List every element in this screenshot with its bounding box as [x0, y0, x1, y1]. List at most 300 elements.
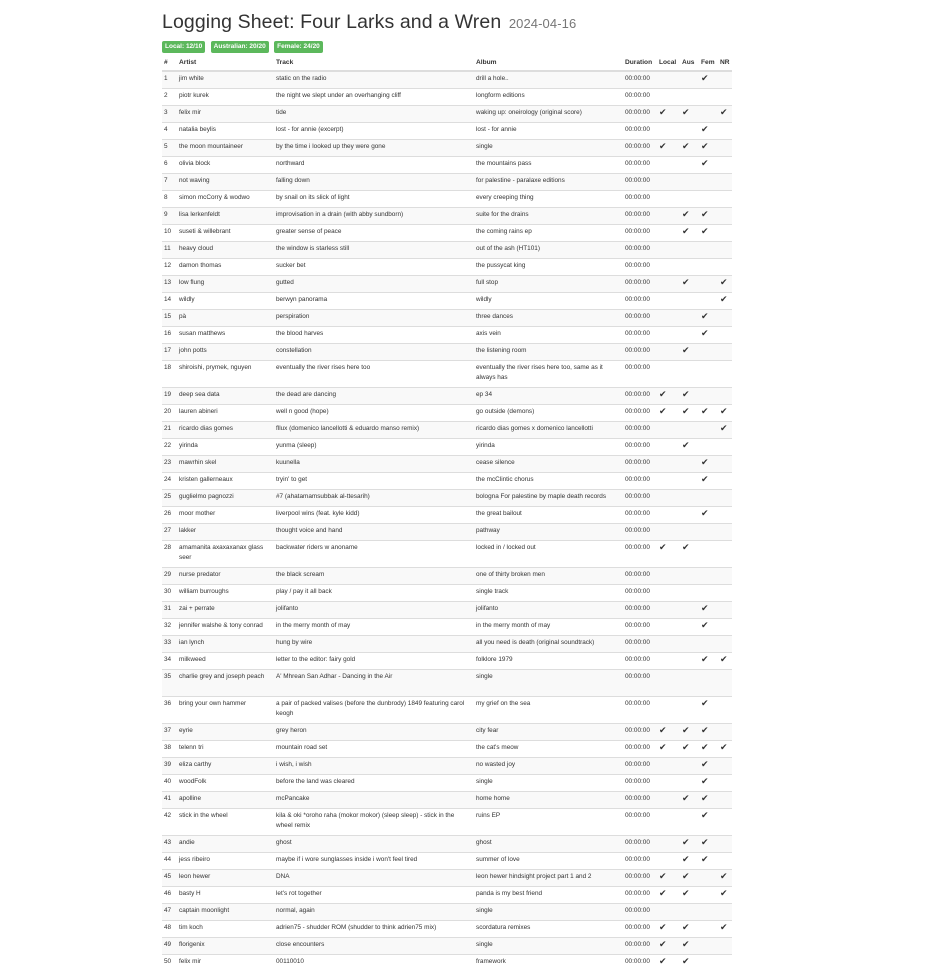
aus-cell [680, 174, 699, 191]
check-icon: ✔ [701, 474, 709, 484]
check-icon: ✔ [659, 742, 667, 752]
duration-cell: 00:00:00 [623, 904, 657, 921]
track-cell: northward [274, 157, 474, 174]
local-cell [657, 775, 680, 792]
artist-cell: captain moonlight [177, 904, 274, 921]
track-cell: letter to the editor: fairy gold [274, 653, 474, 670]
row-number: 27 [162, 524, 177, 541]
track-cell: grey heron [274, 724, 474, 741]
table-row [162, 456, 732, 473]
table-row [162, 473, 732, 490]
local-cell [657, 456, 680, 473]
badge-local: Local: 12/10 [162, 41, 205, 53]
duration-cell: 00:00:00 [623, 921, 657, 938]
check-icon: ✔ [701, 457, 709, 467]
nr-cell [718, 361, 732, 388]
duration-cell: 00:00:00 [623, 619, 657, 636]
local-cell [657, 242, 680, 259]
aus-cell [680, 724, 699, 741]
album-cell: single track [474, 585, 623, 602]
album-cell: eventually the river rises here too, same as it always has [474, 361, 623, 388]
album-cell: single [474, 775, 623, 792]
fem-cell [699, 507, 718, 524]
row-number: 35 [162, 670, 177, 697]
album-cell: home home [474, 792, 623, 809]
aus-cell [680, 71, 699, 89]
check-icon: ✔ [701, 226, 709, 236]
col-duration: Duration [623, 55, 657, 71]
duration-cell: 00:00:00 [623, 524, 657, 541]
row-number: 45 [162, 870, 177, 887]
nr-cell [718, 524, 732, 541]
nr-cell [718, 405, 732, 422]
nr-cell [718, 71, 732, 89]
duration-cell: 00:00:00 [623, 327, 657, 344]
check-icon: ✔ [701, 837, 709, 847]
aus-cell [680, 955, 699, 971]
check-icon: ✔ [720, 654, 728, 664]
album-cell: wildly [474, 293, 623, 310]
check-icon: ✔ [701, 759, 709, 769]
fem-cell [699, 208, 718, 225]
check-icon: ✔ [682, 389, 690, 399]
table-row [162, 836, 732, 853]
artist-cell: eliza carthy [177, 758, 274, 775]
duration-cell: 00:00:00 [623, 836, 657, 853]
album-cell: framework [474, 955, 623, 971]
track-cell: perspiration [274, 310, 474, 327]
check-icon: ✔ [701, 742, 709, 752]
table-row [162, 507, 732, 524]
nr-cell [718, 921, 732, 938]
nr-cell [718, 758, 732, 775]
duration-cell: 00:00:00 [623, 636, 657, 653]
duration-cell: 00:00:00 [623, 775, 657, 792]
artist-cell: woodFolk [177, 775, 274, 792]
fem-cell [699, 853, 718, 870]
artist-cell: deep sea data [177, 388, 274, 405]
duration-cell: 00:00:00 [623, 123, 657, 140]
duration-cell: 00:00:00 [623, 938, 657, 955]
aus-cell [680, 741, 699, 758]
album-cell: drill a hole.. [474, 71, 623, 89]
nr-cell [718, 619, 732, 636]
duration-cell: 00:00:00 [623, 456, 657, 473]
nr-cell [718, 174, 732, 191]
artist-cell: william burroughs [177, 585, 274, 602]
track-cell: falling down [274, 174, 474, 191]
fem-cell [699, 653, 718, 670]
aus-cell [680, 507, 699, 524]
fem-cell [699, 585, 718, 602]
table-row [162, 344, 732, 361]
fem-cell [699, 836, 718, 853]
table-row [162, 653, 732, 670]
nr-cell [718, 473, 732, 490]
check-icon: ✔ [682, 837, 690, 847]
duration-cell: 00:00:00 [623, 388, 657, 405]
local-cell [657, 208, 680, 225]
fem-cell [699, 670, 718, 697]
aus-cell [680, 568, 699, 585]
fem-cell [699, 259, 718, 276]
aus-cell [680, 225, 699, 242]
aus-cell [680, 473, 699, 490]
check-icon: ✔ [682, 277, 690, 287]
album-cell: ruins EP [474, 809, 623, 836]
row-number: 44 [162, 853, 177, 870]
row-number: 11 [162, 242, 177, 259]
fem-cell [699, 619, 718, 636]
track-cell: play / pay it all back [274, 585, 474, 602]
col-track: Track [274, 55, 474, 71]
aus-cell [680, 758, 699, 775]
check-icon: ✔ [682, 793, 690, 803]
title-text: Logging Sheet: Four Larks and a Wren [162, 11, 501, 33]
local-cell [657, 507, 680, 524]
album-cell: three dances [474, 310, 623, 327]
local-cell [657, 809, 680, 836]
album-cell: waking up: oneirology (original score) [474, 106, 623, 123]
table-row [162, 568, 732, 585]
table-row [162, 524, 732, 541]
artist-cell: olivia block [177, 157, 274, 174]
track-cell: in the merry month of may [274, 619, 474, 636]
local-cell [657, 955, 680, 971]
track-cell: jolifanto [274, 602, 474, 619]
row-number: 41 [162, 792, 177, 809]
check-icon: ✔ [701, 603, 709, 613]
local-cell [657, 259, 680, 276]
table-row [162, 361, 732, 388]
row-number: 26 [162, 507, 177, 524]
album-cell: summer of love [474, 853, 623, 870]
nr-cell [718, 106, 732, 123]
table-row [162, 259, 732, 276]
aus-cell [680, 310, 699, 327]
local-cell [657, 71, 680, 89]
nr-cell [718, 259, 732, 276]
artist-cell: jim white [177, 71, 274, 89]
table-row [162, 741, 732, 758]
check-icon: ✔ [682, 939, 690, 949]
check-icon: ✔ [701, 209, 709, 219]
fem-cell [699, 140, 718, 157]
local-cell [657, 904, 680, 921]
artist-cell: ian lynch [177, 636, 274, 653]
artist-cell: felix mir [177, 106, 274, 123]
nr-cell [718, 938, 732, 955]
track-cell: DNA [274, 870, 474, 887]
nr-cell [718, 741, 732, 758]
check-icon: ✔ [701, 158, 709, 168]
album-cell: full stop [474, 276, 623, 293]
table-row [162, 327, 732, 344]
table-row [162, 71, 732, 89]
check-icon: ✔ [701, 124, 709, 134]
table-row [162, 439, 732, 456]
nr-cell [718, 870, 732, 887]
album-cell: the mcClintic chorus [474, 473, 623, 490]
row-number: 13 [162, 276, 177, 293]
row-number: 22 [162, 439, 177, 456]
check-icon: ✔ [659, 725, 667, 735]
row-number: 9 [162, 208, 177, 225]
check-icon: ✔ [682, 226, 690, 236]
track-cell: berwyn panorama [274, 293, 474, 310]
table-row [162, 724, 732, 741]
check-icon: ✔ [659, 542, 667, 552]
nr-cell [718, 792, 732, 809]
check-icon: ✔ [682, 209, 690, 219]
aus-cell [680, 242, 699, 259]
artist-cell: natalia beylis [177, 123, 274, 140]
track-cell: adrien75 - shudder ROM (shudder to think adrien75 mix) [274, 921, 474, 938]
album-cell: the great bailout [474, 507, 623, 524]
nr-cell [718, 670, 732, 697]
album-cell: the cat's meow [474, 741, 623, 758]
fem-cell [699, 276, 718, 293]
check-icon: ✔ [701, 810, 709, 820]
row-number: 23 [162, 456, 177, 473]
local-cell [657, 602, 680, 619]
fem-cell [699, 456, 718, 473]
duration-cell: 00:00:00 [623, 507, 657, 524]
check-icon: ✔ [701, 141, 709, 151]
table-row [162, 938, 732, 955]
track-cell: mcPancake [274, 792, 474, 809]
track-cell: a pair of packed valises (before the dunbrody) 1849 featuring carol keogh [274, 697, 474, 724]
row-number: 39 [162, 758, 177, 775]
nr-cell [718, 602, 732, 619]
artist-cell: bring your own hammer [177, 697, 274, 724]
row-number: 42 [162, 809, 177, 836]
local-cell [657, 636, 680, 653]
duration-cell: 00:00:00 [623, 405, 657, 422]
local-cell [657, 758, 680, 775]
row-number: 14 [162, 293, 177, 310]
check-icon: ✔ [701, 406, 709, 416]
row-number: 31 [162, 602, 177, 619]
album-cell: longform editions [474, 89, 623, 106]
artist-cell: wildly [177, 293, 274, 310]
row-number: 47 [162, 904, 177, 921]
duration-cell: 00:00:00 [623, 208, 657, 225]
album-cell: the pussycat king [474, 259, 623, 276]
check-icon: ✔ [659, 107, 667, 117]
duration-cell: 00:00:00 [623, 276, 657, 293]
nr-cell [718, 191, 732, 208]
local-cell [657, 741, 680, 758]
check-icon: ✔ [701, 508, 709, 518]
nr-cell [718, 157, 732, 174]
check-icon: ✔ [659, 888, 667, 898]
local-cell [657, 225, 680, 242]
table-row [162, 157, 732, 174]
local-cell [657, 157, 680, 174]
album-cell: single [474, 670, 623, 697]
check-icon: ✔ [701, 328, 709, 338]
artist-cell: felix mir [177, 955, 274, 971]
artist-cell: florigenix [177, 938, 274, 955]
fem-cell [699, 71, 718, 89]
row-number: 37 [162, 724, 177, 741]
local-cell [657, 439, 680, 456]
album-cell: pathway [474, 524, 623, 541]
track-cell: the window is starless still [274, 242, 474, 259]
duration-cell: 00:00:00 [623, 602, 657, 619]
duration-cell: 00:00:00 [623, 225, 657, 242]
duration-cell: 00:00:00 [623, 653, 657, 670]
row-number: 33 [162, 636, 177, 653]
check-icon: ✔ [701, 73, 709, 83]
fem-cell [699, 473, 718, 490]
local-cell [657, 140, 680, 157]
fem-cell [699, 439, 718, 456]
check-icon: ✔ [682, 345, 690, 355]
table-row [162, 89, 732, 106]
nr-cell [718, 327, 732, 344]
track-cell: backwater riders w anoname [274, 541, 474, 568]
duration-cell: 00:00:00 [623, 870, 657, 887]
fem-cell [699, 242, 718, 259]
row-number: 3 [162, 106, 177, 123]
artist-cell: heavy cloud [177, 242, 274, 259]
album-cell: folklore 1979 [474, 653, 623, 670]
row-number: 30 [162, 585, 177, 602]
track-cell: kila & oki *oroho raha (mokor mokor) (sleep sleep) - stick in the wheel remix [274, 809, 474, 836]
table-row [162, 388, 732, 405]
check-icon: ✔ [682, 742, 690, 752]
local-cell [657, 541, 680, 568]
track-cell: fllux (domenico lancellotti & eduardo manso remix) [274, 422, 474, 439]
local-cell [657, 870, 680, 887]
check-icon: ✔ [720, 277, 728, 287]
check-icon: ✔ [701, 311, 709, 321]
table-row [162, 541, 732, 568]
table-row [162, 123, 732, 140]
nr-cell [718, 724, 732, 741]
table-row [162, 853, 732, 870]
check-icon: ✔ [701, 793, 709, 803]
duration-cell: 00:00:00 [623, 809, 657, 836]
duration-cell: 00:00:00 [623, 361, 657, 388]
fem-cell [699, 904, 718, 921]
local-cell [657, 524, 680, 541]
aus-cell [680, 697, 699, 724]
duration-cell: 00:00:00 [623, 174, 657, 191]
artist-cell: kristen gallerneaux [177, 473, 274, 490]
artist-cell: jennifer walshe & tony conrad [177, 619, 274, 636]
track-cell: static on the radio [274, 71, 474, 89]
table-header [162, 55, 732, 71]
album-cell: single [474, 140, 623, 157]
check-icon: ✔ [701, 854, 709, 864]
duration-cell: 00:00:00 [623, 106, 657, 123]
artist-cell: apolline [177, 792, 274, 809]
fem-cell [699, 870, 718, 887]
artist-cell: zai + perrate [177, 602, 274, 619]
local-cell [657, 490, 680, 507]
artist-cell: yirinda [177, 439, 274, 456]
table-row [162, 276, 732, 293]
check-icon: ✔ [720, 406, 728, 416]
col-album: Album [474, 55, 623, 71]
artist-cell: pà [177, 310, 274, 327]
fem-cell [699, 123, 718, 140]
artist-cell: guglielmo pagnozzi [177, 490, 274, 507]
aus-cell [680, 327, 699, 344]
album-cell: go outside (demons) [474, 405, 623, 422]
duration-cell: 00:00:00 [623, 758, 657, 775]
local-cell [657, 293, 680, 310]
duration-cell: 00:00:00 [623, 473, 657, 490]
artist-cell: jess ribeiro [177, 853, 274, 870]
check-icon: ✔ [701, 725, 709, 735]
aus-cell [680, 853, 699, 870]
duration-cell: 00:00:00 [623, 310, 657, 327]
duration-cell: 00:00:00 [623, 71, 657, 89]
row-number: 8 [162, 191, 177, 208]
local-cell [657, 276, 680, 293]
track-cell: liverpool wins (feat. kyle kidd) [274, 507, 474, 524]
row-number: 48 [162, 921, 177, 938]
aus-cell [680, 585, 699, 602]
logging-sheet [162, 10, 732, 971]
local-cell [657, 310, 680, 327]
aus-cell [680, 670, 699, 697]
row-number: 6 [162, 157, 177, 174]
track-table [162, 55, 732, 971]
check-icon: ✔ [682, 141, 690, 151]
artist-cell: simon mcCorry & wodwo [177, 191, 274, 208]
check-icon: ✔ [659, 141, 667, 151]
nr-cell [718, 836, 732, 853]
duration-cell: 00:00:00 [623, 140, 657, 157]
check-icon: ✔ [659, 939, 667, 949]
artist-cell: leon hewer [177, 870, 274, 887]
aus-cell [680, 422, 699, 439]
duration-cell: 00:00:00 [623, 89, 657, 106]
aus-cell [680, 388, 699, 405]
check-icon: ✔ [720, 294, 728, 304]
fem-cell [699, 361, 718, 388]
album-cell: bologna For palestine by maple death records [474, 490, 623, 507]
album-cell: ricardo dias gomes x domenico lancellotti [474, 422, 623, 439]
check-icon: ✔ [701, 698, 709, 708]
track-cell: #7 (ahatamamsubbak al-ttesarih) [274, 490, 474, 507]
fem-cell [699, 344, 718, 361]
aus-cell [680, 619, 699, 636]
sheet-date: 2024-04-16 [509, 16, 577, 31]
nr-cell [718, 276, 732, 293]
duration-cell: 00:00:00 [623, 697, 657, 724]
col-local: Local [657, 55, 680, 71]
row-number: 20 [162, 405, 177, 422]
row-number: 21 [162, 422, 177, 439]
duration-cell: 00:00:00 [623, 191, 657, 208]
artist-cell: low flung [177, 276, 274, 293]
artist-cell: basty H [177, 887, 274, 904]
local-cell [657, 422, 680, 439]
track-cell: before the land was cleared [274, 775, 474, 792]
table-row [162, 405, 732, 422]
col-number: # [162, 55, 177, 71]
artist-cell: ricardo dias gomes [177, 422, 274, 439]
table-row [162, 921, 732, 938]
aus-cell [680, 836, 699, 853]
check-icon: ✔ [682, 956, 690, 966]
